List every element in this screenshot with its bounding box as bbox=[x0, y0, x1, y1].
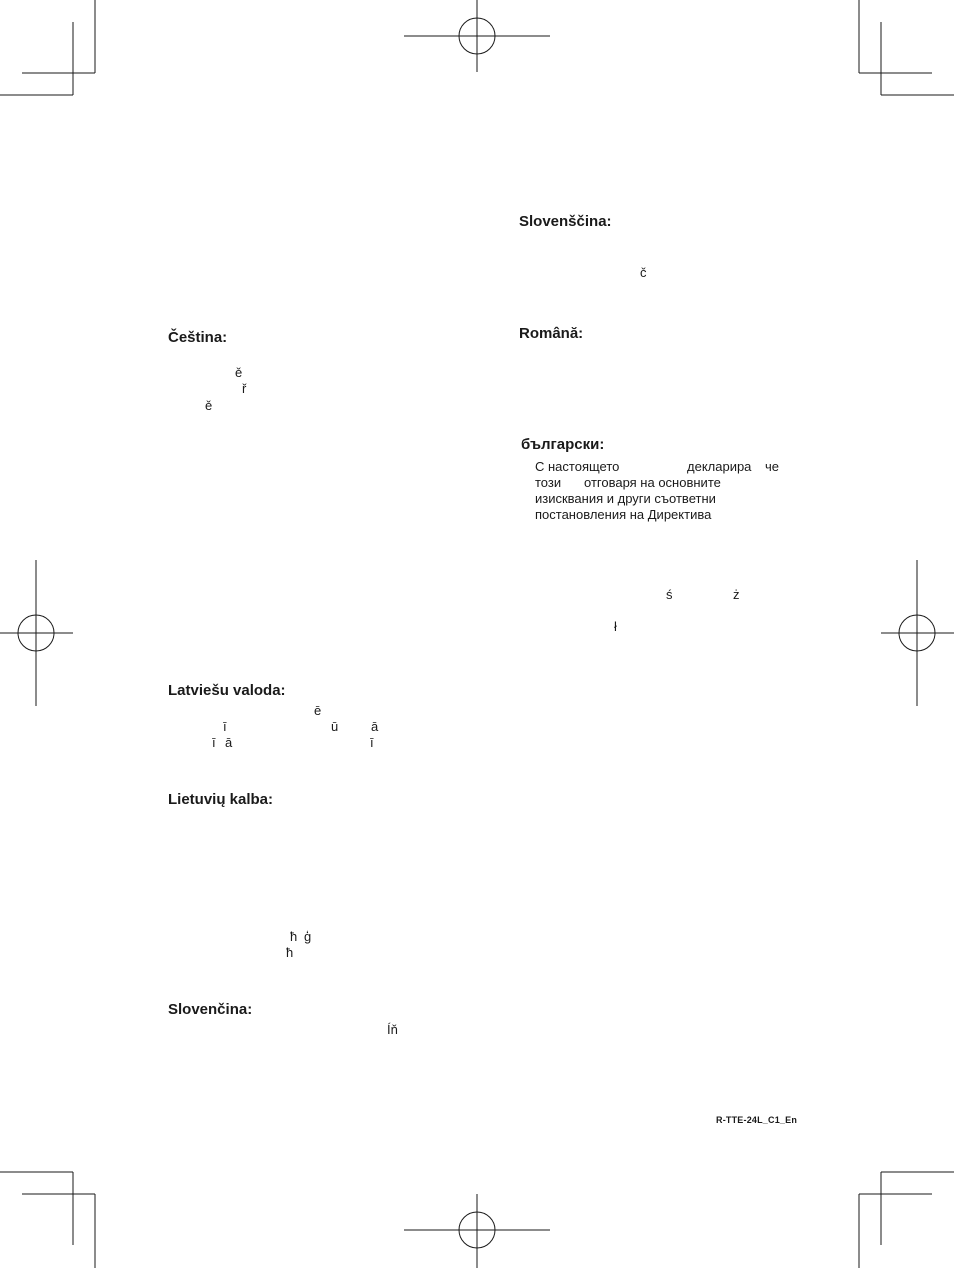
latvian-glyph: ā bbox=[225, 735, 233, 750]
latvian-glyph: ē bbox=[314, 703, 322, 718]
bulgarian-text: постановления на Директива bbox=[535, 507, 712, 522]
latvian-glyph: ī bbox=[370, 735, 374, 750]
latvian-glyph: ū bbox=[331, 719, 339, 734]
bulgarian-text: че bbox=[765, 459, 780, 474]
reference-code: R-TTE-24L_C1_En bbox=[716, 1115, 798, 1125]
polish-glyph: ł bbox=[614, 619, 617, 634]
polish-glyph: ż bbox=[733, 587, 740, 602]
heading-bulgarian: български: bbox=[521, 436, 605, 453]
latvian-glyph: ā bbox=[371, 719, 379, 734]
bulgarian-text: този bbox=[535, 475, 562, 490]
lithuanian-glyph: ħ bbox=[286, 945, 294, 960]
bulgarian-text: декларира bbox=[687, 459, 752, 474]
heading-latvian: Latviešu valoda: bbox=[168, 682, 286, 699]
czech-glyph: ě bbox=[205, 398, 213, 413]
lithuanian-glyph: ģ bbox=[304, 929, 312, 944]
heading-slovak: Slovenčina: bbox=[168, 1001, 253, 1018]
heading-slovene: Slovenščina: bbox=[519, 213, 612, 230]
czech-glyph: ě bbox=[235, 365, 243, 380]
heading-lithuanian: Lietuvių kalba: bbox=[168, 791, 274, 808]
slovak-glyph: Íň bbox=[387, 1022, 398, 1037]
latvian-glyph: ī bbox=[212, 735, 216, 750]
heading-czech: Čeština: bbox=[168, 329, 228, 346]
bulgarian-text: отговаря на основните bbox=[584, 475, 721, 490]
lithuanian-glyph: ħ bbox=[290, 929, 298, 944]
slovene-glyph: č bbox=[640, 265, 647, 280]
bulgarian-text: С настоящето bbox=[535, 459, 620, 474]
heading-romanian: Română: bbox=[519, 325, 584, 342]
bulgarian-text: изисквания и други съответни bbox=[535, 491, 716, 506]
latvian-glyph: ī bbox=[223, 719, 227, 734]
czech-glyph: ř bbox=[242, 381, 247, 396]
polish-glyph: ś bbox=[666, 587, 673, 602]
